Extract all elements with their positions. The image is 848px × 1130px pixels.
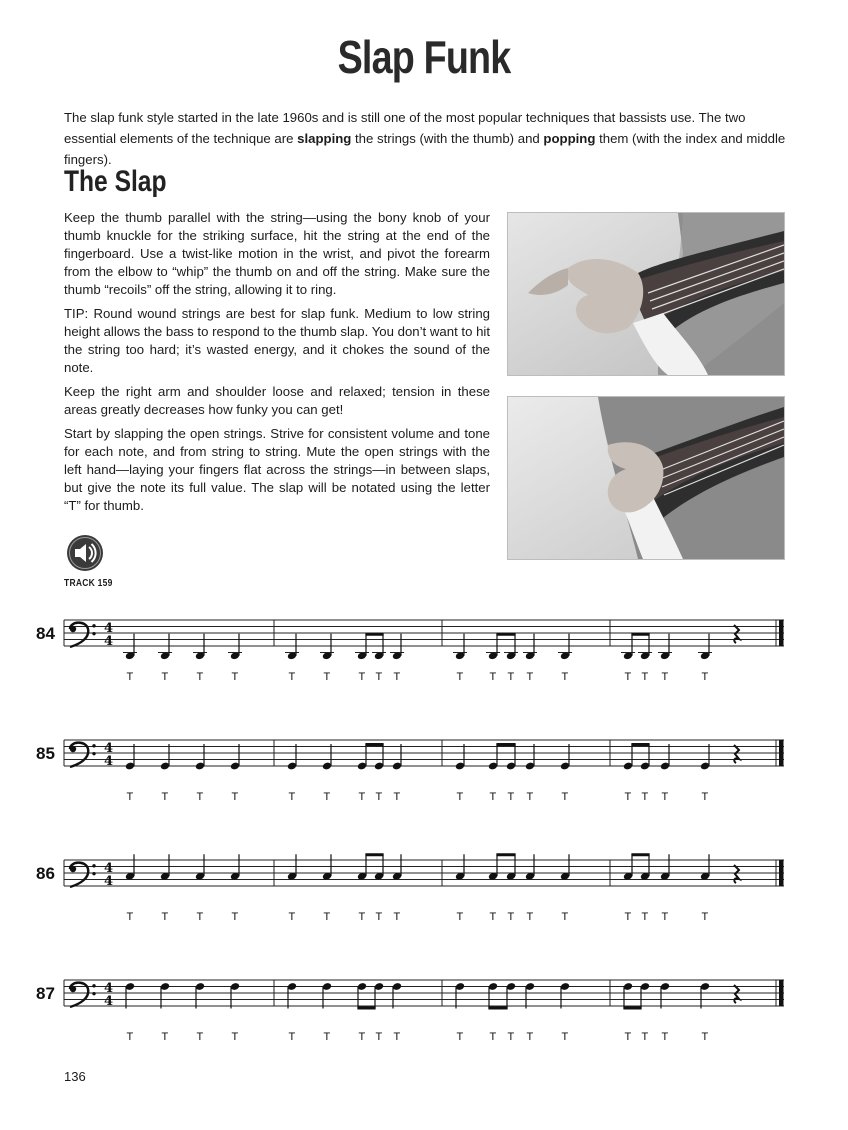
slap-mark: T xyxy=(507,911,515,923)
intro-text: The slap funk style started in the late 1960s and is still one of the most popular techniques that bassists use. The two essential elements of the technique are xyxy=(64,110,746,146)
time-signature-top: 4 xyxy=(104,741,114,756)
page-number: 136 xyxy=(64,1069,86,1084)
exercise-number: 87 xyxy=(36,984,55,1003)
body-text xyxy=(64,209,490,521)
staff-system-87 xyxy=(36,980,784,1043)
slap-mark: T xyxy=(375,791,383,803)
slap-mark: T xyxy=(375,911,383,923)
slap-mark: T xyxy=(196,1031,204,1043)
time-signature-top: 4 xyxy=(104,861,114,876)
slap-mark: T xyxy=(624,1031,632,1043)
slap-mark: T xyxy=(126,791,134,803)
slap-mark: T xyxy=(456,911,464,923)
time-signature-bottom: 4 xyxy=(104,754,114,769)
eighth-beam xyxy=(365,853,383,856)
staff-system-86 xyxy=(36,853,784,923)
slap-mark: T xyxy=(456,1031,464,1043)
slap-mark: T xyxy=(526,791,534,803)
slap-mark: T xyxy=(489,911,497,923)
slap-mark: T xyxy=(358,1031,366,1043)
quarter-rest xyxy=(734,865,739,883)
eighth-beam xyxy=(365,633,383,636)
slap-mark: T xyxy=(161,1031,169,1043)
slap-mark: T xyxy=(624,671,632,683)
slap-mark: T xyxy=(288,911,296,923)
final-barline-thick xyxy=(779,980,784,1006)
eighth-beam xyxy=(631,853,649,856)
exercise-number: 86 xyxy=(36,864,55,883)
slap-mark: T xyxy=(641,911,649,923)
slap-mark: T xyxy=(323,911,331,923)
time-signature-bottom: 4 xyxy=(104,634,114,649)
slap-mark: T xyxy=(561,911,569,923)
slap-mark: T xyxy=(196,671,204,683)
slap-mark: T xyxy=(641,671,649,683)
page-title: Slap Funk xyxy=(337,31,511,83)
slap-mark: T xyxy=(126,671,134,683)
exercise-number: 85 xyxy=(36,744,55,763)
slap-mark: T xyxy=(701,911,709,923)
eighth-beam xyxy=(631,743,649,746)
staff-system-84 xyxy=(36,620,784,683)
paragraph-tip: TIP: Round wound strings are best for slap funk. Medium to low string height allows the bass to respond to the thumb slap. You don’t want to hit the string too hard; it’s wasted energy, and it chokes the sound of the note. xyxy=(64,306,490,375)
slap-mark: T xyxy=(231,671,239,683)
paragraph-practice: Start by slapping the open strings. Strive for consistent volume and tone for each note, and from string to string. Mute the open strings with the left hand—laying your fingers flat across the strings—in between slaps, but give the note its full value. The slap will be notated using the letter “T” for thumb. xyxy=(64,426,490,513)
slap-mark: T xyxy=(231,911,239,923)
slap-mark: T xyxy=(358,911,366,923)
time-signature-bottom: 4 xyxy=(104,874,114,889)
notation-area xyxy=(0,600,848,1060)
slap-mark: T xyxy=(624,911,632,923)
slap-mark: T xyxy=(701,671,709,683)
slap-mark: T xyxy=(701,1031,709,1043)
slap-mark: T xyxy=(288,1031,296,1043)
quarter-rest xyxy=(734,985,739,1003)
slap-mark: T xyxy=(161,671,169,683)
slap-mark: T xyxy=(196,911,204,923)
eighth-beam xyxy=(496,853,515,856)
slap-mark: T xyxy=(661,1031,669,1043)
slap-mark: T xyxy=(393,1031,401,1043)
intro-emphasis-slapping: slapping xyxy=(297,131,352,146)
time-signature-top: 4 xyxy=(104,621,114,636)
slap-mark: T xyxy=(323,1031,331,1043)
track-label: TRACK 159 xyxy=(64,578,113,589)
slap-mark: T xyxy=(661,911,669,923)
eighth-beam xyxy=(496,633,515,636)
paragraph-relax: Keep the right arm and shoulder loose and relaxed; tension in these areas greatly decreases how funky you can get! xyxy=(64,384,490,417)
section-heading: The Slap xyxy=(64,165,167,198)
final-barline-thick xyxy=(779,620,784,646)
slap-mark: T xyxy=(375,671,383,683)
slap-mark: T xyxy=(323,671,331,683)
slap-mark: T xyxy=(196,791,204,803)
slap-mark: T xyxy=(393,791,401,803)
slap-mark: T xyxy=(507,1031,515,1043)
eighth-beam xyxy=(631,633,649,636)
slap-mark: T xyxy=(661,671,669,683)
slap-mark: T xyxy=(641,791,649,803)
time-signature-top: 4 xyxy=(104,981,114,996)
slap-mark: T xyxy=(624,791,632,803)
slap-mark: T xyxy=(358,671,366,683)
slap-mark: T xyxy=(561,791,569,803)
slap-mark: T xyxy=(393,671,401,683)
slap-mark: T xyxy=(231,1031,239,1043)
intro-emphasis-popping: popping xyxy=(543,131,596,146)
exercise-number: 84 xyxy=(36,624,55,643)
slap-mark: T xyxy=(641,1031,649,1043)
slap-mark: T xyxy=(489,791,497,803)
eighth-beam xyxy=(623,1007,641,1010)
slap-mark: T xyxy=(561,1031,569,1043)
photo-thumb-slap-contact xyxy=(507,396,785,560)
slap-mark: T xyxy=(393,911,401,923)
slap-mark: T xyxy=(456,791,464,803)
slap-mark: T xyxy=(288,671,296,683)
slap-mark: T xyxy=(126,1031,134,1043)
slap-mark: T xyxy=(526,1031,534,1043)
photo-thumb-slap-raised xyxy=(507,212,785,376)
eighth-beam xyxy=(488,1007,507,1010)
slap-mark: T xyxy=(661,791,669,803)
final-barline-thick xyxy=(779,740,784,766)
slap-mark: T xyxy=(323,791,331,803)
slap-mark: T xyxy=(161,791,169,803)
final-barline-thick xyxy=(779,860,784,886)
eighth-beam xyxy=(357,1007,375,1010)
intro-paragraph xyxy=(64,107,788,170)
eighth-beam xyxy=(496,743,515,746)
slap-mark: T xyxy=(161,911,169,923)
slap-mark: T xyxy=(489,1031,497,1043)
slap-mark: T xyxy=(126,911,134,923)
staff-system-85 xyxy=(36,740,784,803)
slap-mark: T xyxy=(358,791,366,803)
slap-mark: T xyxy=(507,671,515,683)
slap-mark: T xyxy=(526,671,534,683)
speaker-icon[interactable] xyxy=(66,534,104,572)
intro-text: them (with the index and middle fingers). xyxy=(64,131,786,167)
slap-mark: T xyxy=(561,671,569,683)
slap-mark: T xyxy=(526,911,534,923)
slap-mark: T xyxy=(507,791,515,803)
slap-mark: T xyxy=(231,791,239,803)
intro-text: the strings (with the thumb) and xyxy=(351,131,544,146)
slap-mark: T xyxy=(489,671,497,683)
slap-mark: T xyxy=(375,1031,383,1043)
slap-mark: T xyxy=(288,791,296,803)
slap-mark: T xyxy=(701,791,709,803)
quarter-rest xyxy=(734,625,739,643)
time-signature-bottom: 4 xyxy=(104,994,114,1009)
eighth-beam xyxy=(365,743,383,746)
slap-mark: T xyxy=(456,671,464,683)
quarter-rest xyxy=(734,745,739,763)
paragraph-technique: Keep the thumb parallel with the string—using the bony knob of your thumb knuckle for the striking surface, hit the string at the end of the fingerboard. Use a twist-like motion in the wrist, and pivot the forearm from the elbow to “whip” the thumb on and off the string. Make sure the thumb “recoils” off the string, allowing it to ring. xyxy=(64,210,490,297)
